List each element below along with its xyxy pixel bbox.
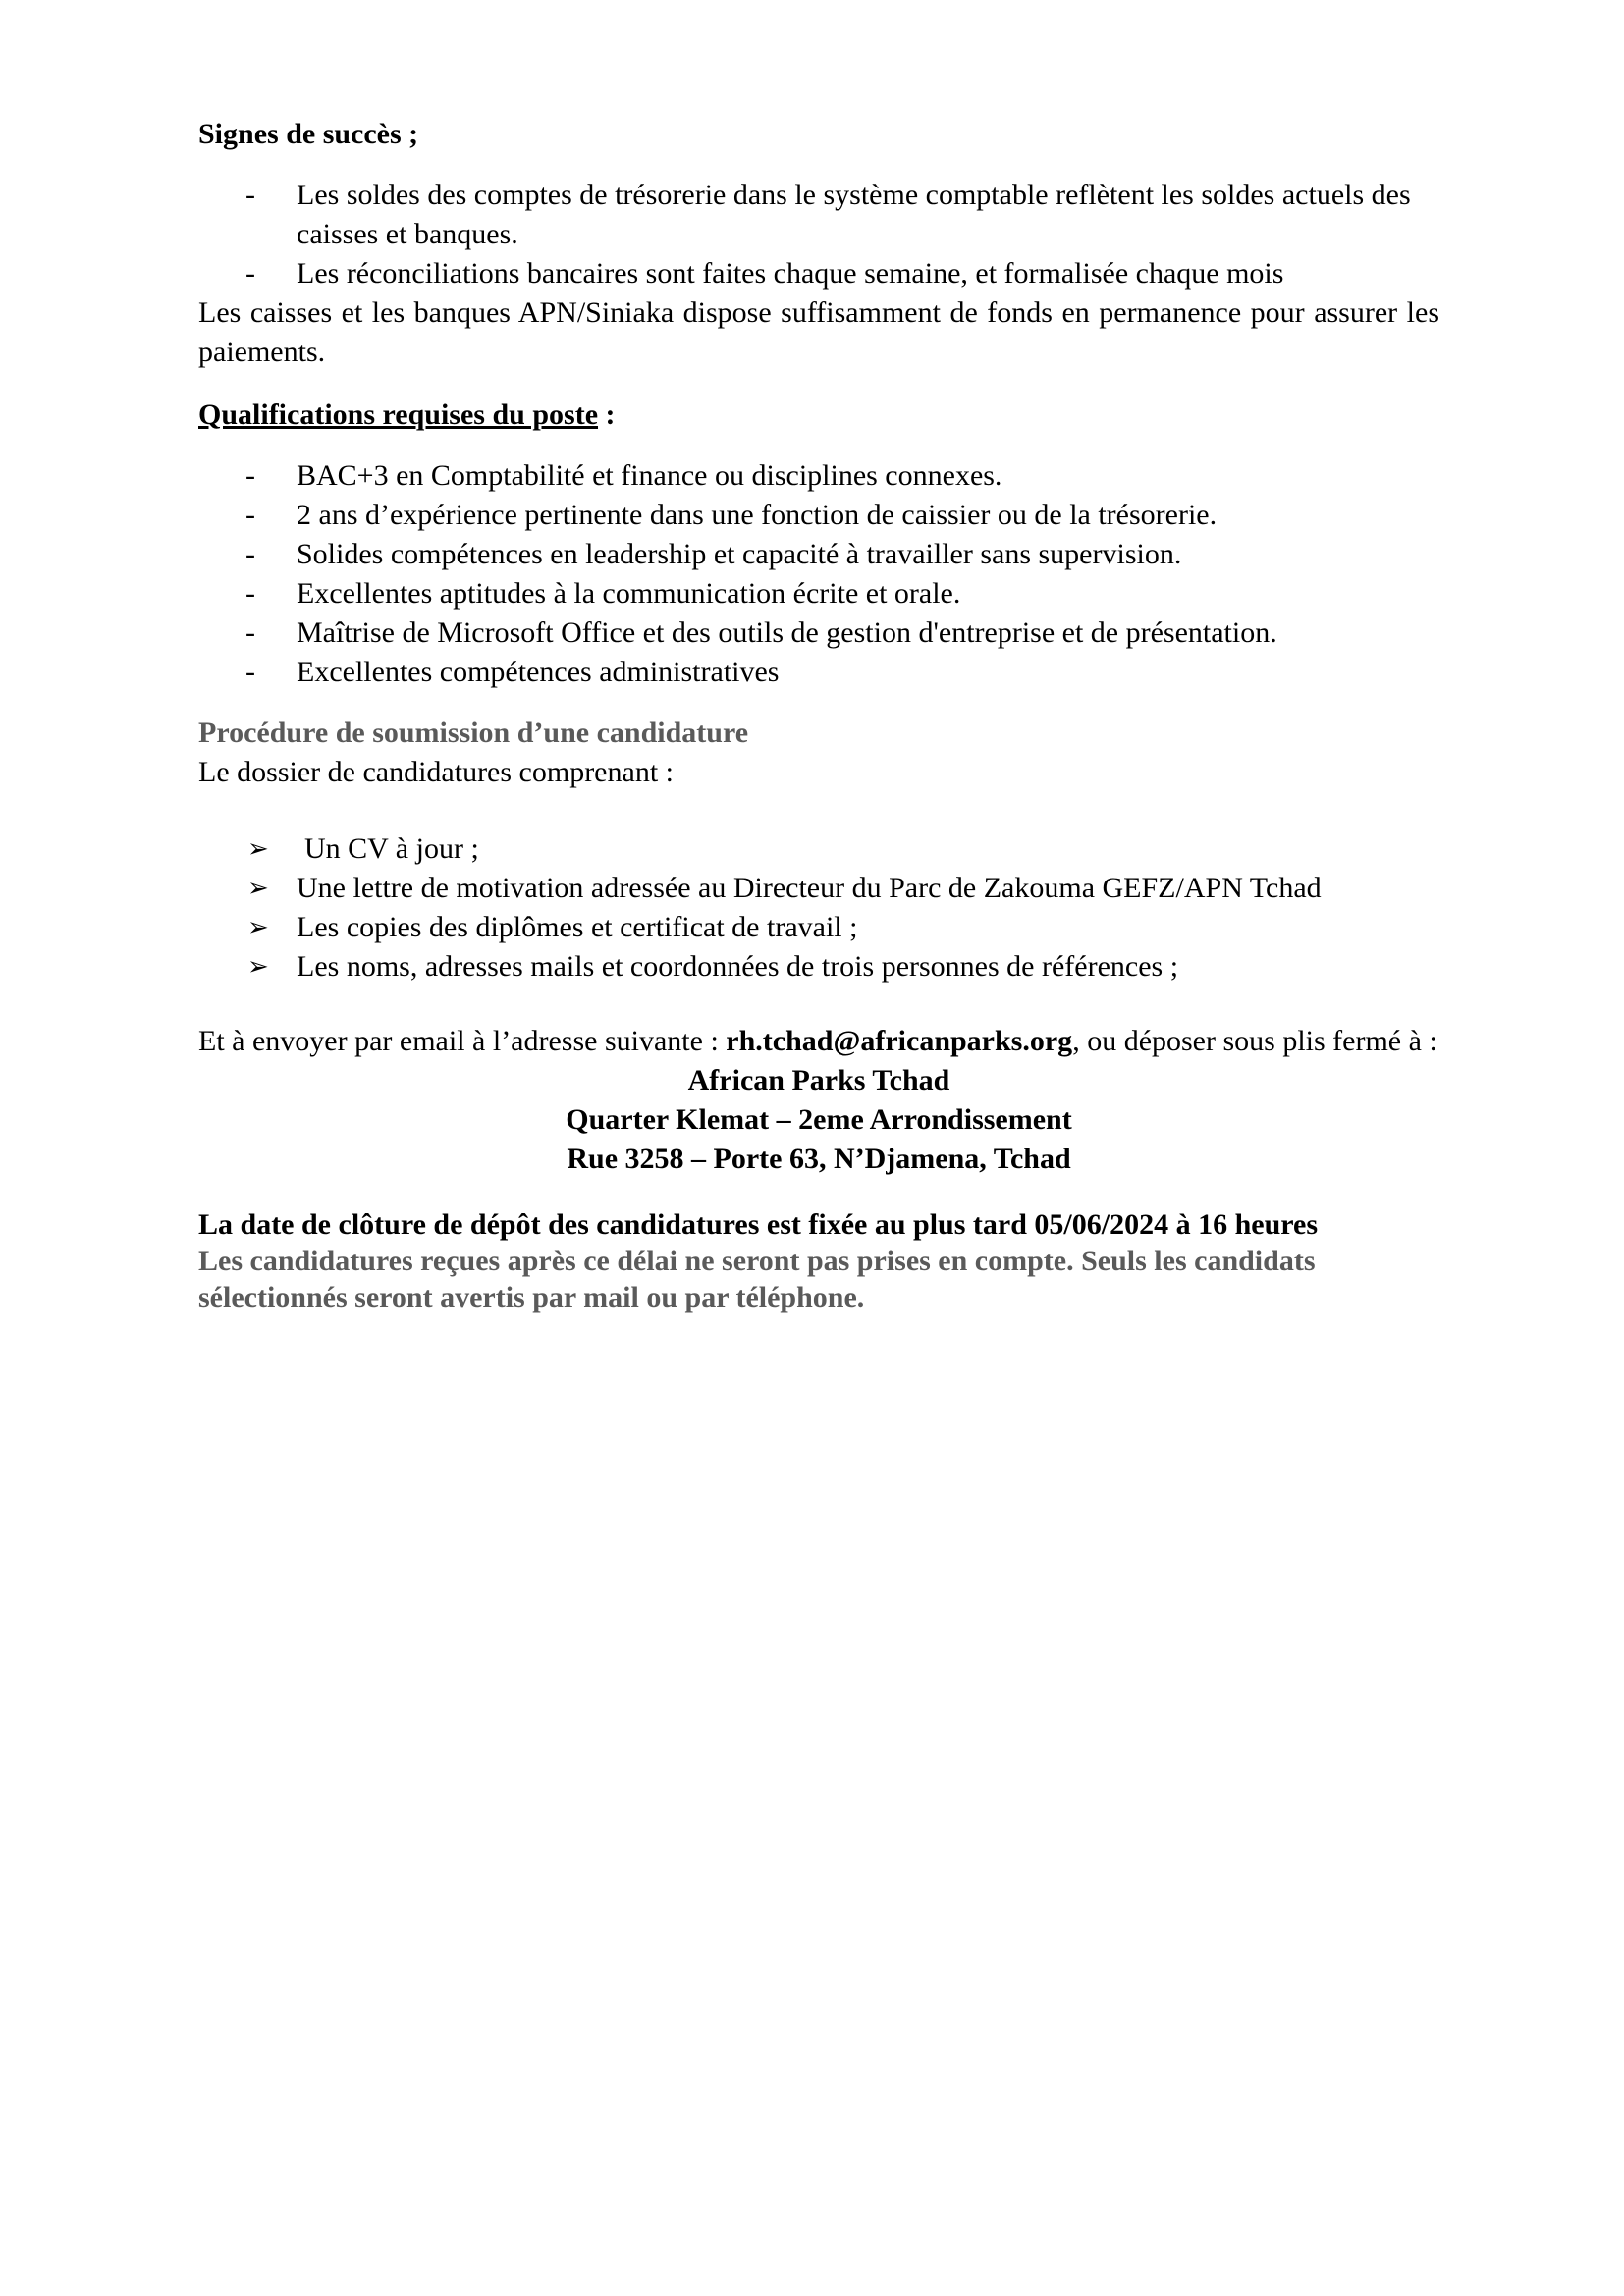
address-line: Quarter Klemat – 2eme Arrondissement <box>566 1103 1072 1136</box>
list-item: - BAC+3 en Comptabilité et finance ou disciplines connexes. <box>198 456 1439 496</box>
list-item: ➢ Une lettre de motivation adressée au Directeur du Parc de Zakouma GEFZ/APN Tchad <box>198 869 1439 908</box>
arrow-bullet-icon: ➢ <box>247 834 269 864</box>
arrow-bullet-icon: ➢ <box>247 913 269 942</box>
deadline-note: Les candidatures reçues après ce délai ne seront pas prises en compte. Seuls les candidats sélectionnés seront avertis par mail ou par téléphone. <box>198 1245 1316 1313</box>
list-item: ➢ Les copies des diplômes et certificat de travail ; <box>198 908 1439 947</box>
list-item: - 2 ans d’expérience pertinente dans une fonction de caissier ou de la trésorerie. <box>198 496 1439 535</box>
address-line: African Parks Tchad <box>687 1064 950 1096</box>
list-item: - Maîtrise de Microsoft Office et des outils de gestion d'entreprise et de présentation. <box>198 614 1439 653</box>
postal-address <box>198 1061 1439 1179</box>
address-line: Rue 3258 – Porte 63, N’Djamena, Tchad <box>567 1143 1071 1175</box>
success-heading: Signes de succès ; <box>198 118 419 150</box>
list-item: - Excellentes aptitudes à la communication écrite et orale. <box>198 574 1439 614</box>
email-address[interactable]: rh.tchad@africanparks.org <box>726 1025 1073 1057</box>
dash-marker: - <box>245 459 255 492</box>
arrow-bullet-icon: ➢ <box>247 952 269 982</box>
list-item: - Solides compétences en leadership et capacité à travailler sans supervision. <box>198 535 1439 574</box>
procedure-heading: Procédure de soumission d’une candidature <box>198 717 749 749</box>
qualifications-heading: Qualifications requises du poste : <box>198 399 616 431</box>
deadline-text: La date de clôture de dépôt des candidatures est fixée au plus tard 05/06/2024 à 16 heures <box>198 1208 1319 1241</box>
send-instructions: Et à envoyer par email à l’adresse suivante : rh.tchad@africanparks.org, ou déposer sous plis fermé à : <box>198 1025 1437 1057</box>
document-content <box>198 115 1439 1315</box>
success-list <box>198 176 1439 294</box>
arrow-bullet-icon: ➢ <box>247 874 269 903</box>
list-item: ➢ Un CV à jour ; <box>198 829 1439 869</box>
procedure-intro: Le dossier de candidatures comprenant : <box>198 756 674 788</box>
dash-marker: - <box>245 538 255 570</box>
dash-marker: - <box>245 616 255 649</box>
dash-marker: - <box>245 577 255 610</box>
dash-marker: - <box>245 257 255 290</box>
dash-marker: - <box>245 179 255 211</box>
list-item: - Les soldes des comptes de trésorerie dans le système comptable reflètent les soldes actuels des caisses et banques. <box>198 176 1439 254</box>
success-paragraph: Les caisses et les banques APN/Siniaka dispose suffisamment de fonds en permanence pour assurer les paiements. <box>198 296 1439 368</box>
list-item: ➢ Les noms, adresses mails et coordonnées de trois personnes de références ; <box>198 947 1439 987</box>
list-item: - Les réconciliations bancaires sont faites chaque semaine, et formalisée chaque mois <box>198 254 1439 294</box>
dash-marker: - <box>245 499 255 531</box>
qualifications-list <box>198 456 1439 692</box>
dash-marker: - <box>245 656 255 688</box>
list-item: - Excellentes compétences administratives <box>198 653 1439 692</box>
procedure-list <box>198 829 1439 987</box>
